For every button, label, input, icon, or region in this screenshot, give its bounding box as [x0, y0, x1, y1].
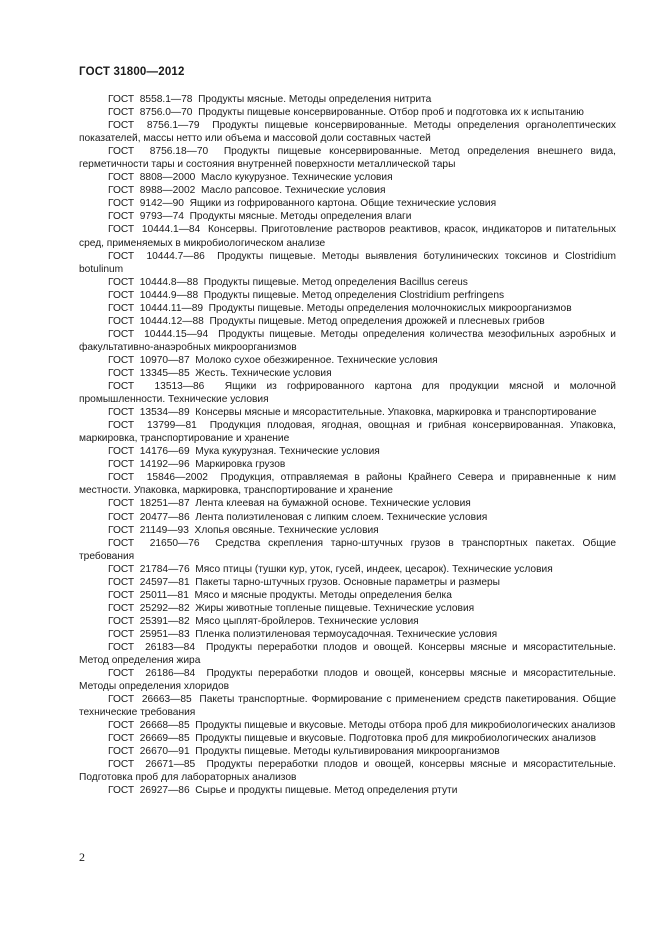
reference-text: ГОСТ 13534—89 Консервы мясные и мясорастительные. Упаковка, маркировка и транспортирование: [108, 407, 597, 419]
reference-item: [79, 419, 619, 445]
reference-item: [79, 328, 619, 354]
reference-item: [79, 497, 616, 510]
reference-text: ГОСТ 26927—86 Сырье и продукты пищевые. Метод определения ртути: [108, 785, 458, 797]
reference-item: [79, 119, 619, 145]
reference-text: ГОСТ 8756.1—79 Продукты пищевые консервированные. Методы определения органолептических показателей, массы нетто или объема и массовой доли составных частей: [79, 120, 619, 145]
reference-item: [79, 511, 616, 524]
reference-text: ГОСТ 8808—2000 Масло кукурузное. Технические условия: [108, 172, 393, 184]
reference-item: [79, 289, 616, 302]
reference-item: [79, 171, 616, 184]
reference-item: [79, 784, 616, 797]
reference-text: ГОСТ 25292—82 Жиры животные топленые пищевые. Технические условия: [108, 602, 475, 614]
reference-item: [79, 302, 616, 315]
reference-item: [79, 315, 616, 328]
reference-text: ГОСТ 9793—74 Продукты мясные. Методы определения влаги: [108, 211, 412, 223]
reference-item: [79, 537, 619, 563]
reference-item: [79, 380, 619, 406]
reference-item: [79, 524, 616, 537]
reference-text: ГОСТ 26663—85 Пакеты транспортные. Формирование с применением средств пакетирования. Общие технические требования: [79, 694, 619, 719]
reference-text: ГОСТ 15846—2002 Продукция, отправляемая в районы Крайнего Севера и приравненные к ним местности. Упаковка, маркировка, транспортирование и хранение: [79, 472, 619, 497]
reference-text: ГОСТ 24597—81 Пакеты тарно-штучных грузов. Основные параметры и размеры: [108, 576, 500, 588]
reference-text: ГОСТ 26668—85 Продукты пищевые и вкусовые. Методы отбора проб для микробиологических анализов: [108, 720, 616, 732]
reference-text: ГОСТ 14192—96 Маркировка грузов: [108, 459, 286, 471]
reference-item: [79, 745, 616, 758]
reference-item: [79, 641, 619, 667]
reference-item: [79, 184, 616, 197]
reference-text: ГОСТ 21650—76 Средства скрепления тарно-штучных грузов в транспортных пакетах. Общие требования: [79, 537, 619, 562]
reference-text: ГОСТ 10444.8—88 Продукты пищевые. Метод определения Bacillus cereus: [108, 276, 468, 288]
reference-text: ГОСТ 10444.1—84 Консервы. Приготовление растворов реактивов, красок, индикаторов и питательных сред, применяемых в микробиологическом анализе: [79, 224, 619, 249]
reference-text: ГОСТ 10444.12—88 Продукты пищевые. Метод определения дрожжей и плесневых грибов: [108, 315, 545, 327]
reference-item: [79, 732, 616, 745]
reference-text: ГОСТ 10970—87 Молоко сухое обезжиренное. Технические условия: [108, 354, 438, 366]
reference-text: ГОСТ 9142—90 Ящики из гофрированного картона. Общие технические условия: [108, 198, 497, 210]
reference-item: [79, 210, 616, 223]
reference-text: ГОСТ 26671—85 Продукты переработки плодов и овощей, консервы мясные и мясорастительные. Подготовка проб для лабораторных анализов: [79, 759, 619, 784]
reference-text: ГОСТ 13345—85 Жесть. Технические условия: [108, 367, 332, 379]
reference-text: ГОСТ 26670—91 Продукты пищевые. Методы культивирования микроорганизмов: [108, 746, 500, 758]
reference-item: [79, 106, 616, 119]
reference-item: [79, 458, 616, 471]
normative-references-list: [79, 93, 619, 798]
reference-item: [79, 589, 616, 602]
reference-text: ГОСТ 26186—84 Продукты переработки плодов и овощей, консервы мясные и мясорастительные. Методы определения хлоридов: [79, 668, 619, 693]
reference-item: [79, 145, 619, 171]
reference-text: ГОСТ 8756.0—70 Продукты пищевые консервированные. Отбор проб и подготовка их к испытанию: [108, 107, 584, 119]
reference-text: ГОСТ 10444.7—86 Продукты пищевые. Методы выявления ботулинических токсинов и Clostridium botulinum: [79, 250, 619, 275]
reference-item: [79, 693, 619, 719]
reference-text: ГОСТ 8988—2002 Масло рапсовое. Технические условия: [108, 185, 386, 197]
page-number: 2: [79, 850, 85, 864]
reference-item: [79, 445, 616, 458]
reference-item: [79, 615, 616, 628]
reference-text: ГОСТ 13799—81 Продукция плодовая, ягодная, овощная и грибная консервированная. Упаковка, маркировка, транспортирование и хранение: [79, 420, 619, 445]
reference-text: ГОСТ 8558.1—78 Продукты мясные. Методы определения нитрита: [108, 94, 432, 105]
reference-item: [79, 406, 616, 419]
reference-item: [79, 471, 619, 497]
reference-text: ГОСТ 10444.15—94 Продукты пищевые. Методы определения количества мезофильных аэробных и факультативно-анаэробных микроорганизмов: [79, 328, 619, 353]
reference-text: ГОСТ 13513—86 Ящики из гофрированного картона для продукции мясной и молочной промышленности. Технические условия: [79, 381, 619, 406]
reference-item: [79, 758, 619, 784]
reference-item: [79, 719, 616, 732]
reference-text: ГОСТ 26183—84 Продукты переработки плодов и овощей. Консервы мясные и мясорастительные. Метод определения жира: [79, 641, 619, 667]
reference-text: ГОСТ 10444.9—88 Продукты пищевые. Метод определения Clostridium perfringens: [108, 289, 505, 301]
reference-item: [79, 93, 616, 106]
reference-item: [79, 197, 616, 210]
reference-item: [79, 628, 616, 641]
reference-text: ГОСТ 21784—76 Мясо птицы (тушки кур, уток, гусей, индеек, цесарок). Технические условия: [108, 563, 553, 575]
reference-item: [79, 276, 616, 289]
reference-item: [79, 367, 616, 380]
reference-item: [79, 223, 619, 249]
reference-text: ГОСТ 21149—93 Хлопья овсяные. Технические условия: [108, 524, 379, 536]
reference-item: [79, 354, 616, 367]
reference-item: [79, 250, 619, 276]
reference-text: ГОСТ 26669—85 Продукты пищевые и вкусовые. Подготовка проб для микробиологических анализов: [108, 733, 597, 745]
reference-text: ГОСТ 25951—83 Пленка полиэтиленовая термоусадочная. Технические условия: [108, 628, 498, 640]
reference-text: ГОСТ 25011—81 Мясо и мясные продукты. Методы определения белка: [108, 589, 452, 601]
reference-item: [79, 602, 616, 615]
document-header: ГОСТ 31800—2012: [79, 66, 185, 78]
reference-text: ГОСТ 10444.11—89 Продукты пищевые. Методы определения молочнокислых микроорганизмов: [108, 302, 572, 314]
reference-item: [79, 563, 616, 576]
reference-text: ГОСТ 18251—87 Лента клеевая на бумажной основе. Технические условия: [108, 498, 471, 510]
reference-text: ГОСТ 14176—69 Мука кукурузная. Технические условия: [108, 446, 380, 458]
reference-text: ГОСТ 20477—86 Лента полиэтиленовая с липким слоем. Технические условия: [108, 511, 488, 523]
reference-text: ГОСТ 25391—82 Мясо цыплят-бройлеров. Технические условия: [108, 615, 419, 627]
reference-item: [79, 576, 616, 589]
reference-text: ГОСТ 8756.18—70 Продукты пищевые консервированные. Метод определения внешнего вида, герметичности тары и состояния внутренней поверхности металлической тары: [79, 146, 619, 171]
reference-item: [79, 667, 619, 693]
